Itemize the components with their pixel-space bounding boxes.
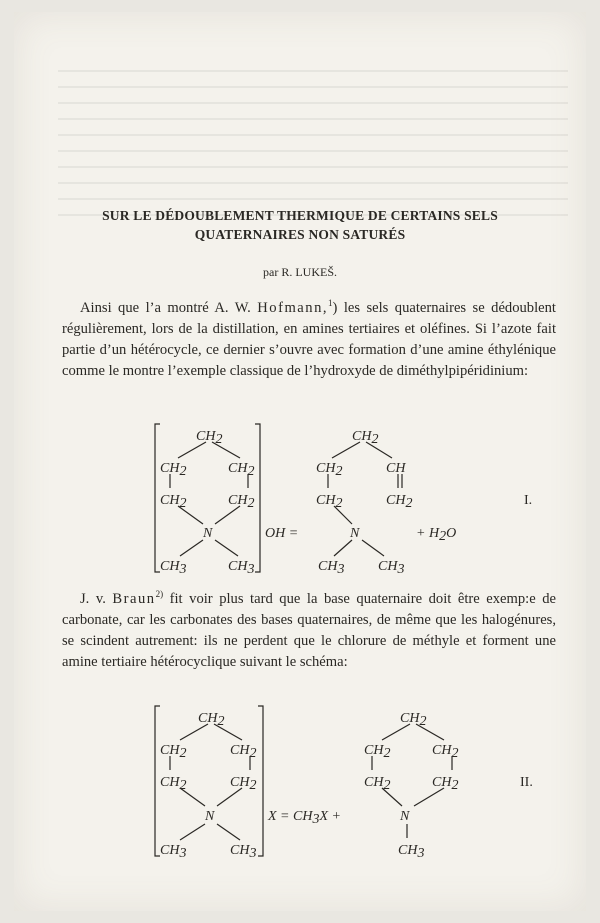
svg-text:N: N (203, 526, 213, 541)
svg-text:CH2: CH2 (228, 461, 255, 479)
braun-name: Braun (112, 591, 156, 607)
svg-text:X = CH3X +: X = CH3X + (268, 809, 341, 827)
title-line-2: QUATERNAIRES NON SATURÉS (194, 227, 406, 242)
paragraph-2-intro: J. v. (80, 591, 106, 607)
svg-text:CH2: CH2 (400, 711, 427, 729)
svg-text:CH2: CH2 (160, 461, 187, 479)
paragraph-2-body: fit voir plus tard que la base quaternaire doit être exemp:e de carbonate, car les carbonates des bases quaternaires, de même que les halogénures, se scindent autrement: ils ne perdent que le chlorure de méthyle et forment une amine tertiaire hétérocyclique suivant le schéma: (62, 591, 556, 670)
svg-text:CH2: CH2 (160, 775, 187, 793)
paragraph-1-body: ) les sels quaternaires se dédoublent régulièrement, lors de la distillation, en amines tertiaires et oléfines. Si l’azote fait partie d’un hétérocycle, ce dernier s’ouvre avec formation d’une amine éthylénique comme le montre l’exemple classique de l’hydroxyde de diméthylpipéridinium: (62, 300, 556, 379)
svg-text:CH2: CH2 (364, 775, 391, 793)
svg-text:CH3: CH3 (160, 843, 187, 861)
svg-text:CH: CH (386, 461, 406, 476)
formula-2-number: II. (520, 775, 533, 790)
formula-1-number: I. (524, 493, 533, 508)
svg-text:CH3: CH3 (398, 843, 425, 861)
svg-text:CH3: CH3 (160, 559, 187, 577)
svg-text:CH3: CH3 (228, 559, 255, 577)
svg-text:+ H2O: + H2O (416, 526, 457, 544)
svg-text:N: N (205, 809, 215, 824)
paragraph-1-intro: Ainsi que l’a montré A. W. (80, 300, 251, 316)
footnote-ref-1: 1 (328, 298, 333, 309)
svg-text:CH2: CH2 (316, 461, 343, 479)
svg-text:CH2: CH2 (352, 429, 379, 447)
formula-1 (0, 418, 600, 578)
svg-text:CH2: CH2 (230, 743, 257, 761)
svg-text:N: N (350, 526, 360, 541)
svg-text:CH2: CH2 (386, 493, 413, 511)
svg-text:CH3: CH3 (318, 559, 345, 577)
bracket-right-2 (258, 706, 263, 856)
article-title (60, 206, 540, 244)
svg-text:CH2: CH2 (160, 743, 187, 761)
svg-text:CH2: CH2 (432, 743, 459, 761)
svg-text:CH2: CH2 (228, 493, 255, 511)
title-line-1: SUR LE DÉDOUBLEMENT THERMIQUE DE CERTAINS SELS (102, 208, 498, 223)
svg-text:CH3: CH3 (230, 843, 257, 861)
svg-text:CH2: CH2 (432, 775, 459, 793)
author-line: par R. LUKEŠ. (263, 265, 337, 279)
svg-text:CH2: CH2 (230, 775, 257, 793)
svg-text:OH =: OH = (265, 526, 299, 541)
formula-2 (0, 700, 600, 864)
svg-text:CH2: CH2 (196, 429, 223, 447)
paragraph-1 (62, 298, 556, 382)
svg-text:CH2: CH2 (198, 711, 225, 729)
svg-text:CH3: CH3 (378, 559, 405, 577)
paragraph-2 (62, 589, 556, 673)
svg-text:CH2: CH2 (160, 493, 187, 511)
hofmann-name: Hofmann, (257, 300, 329, 316)
bracket-right (255, 424, 260, 572)
svg-text:CH2: CH2 (316, 493, 343, 511)
svg-text:CH2: CH2 (364, 743, 391, 761)
svg-text:N: N (400, 809, 410, 824)
footnote-ref-2: 2) (155, 589, 164, 600)
